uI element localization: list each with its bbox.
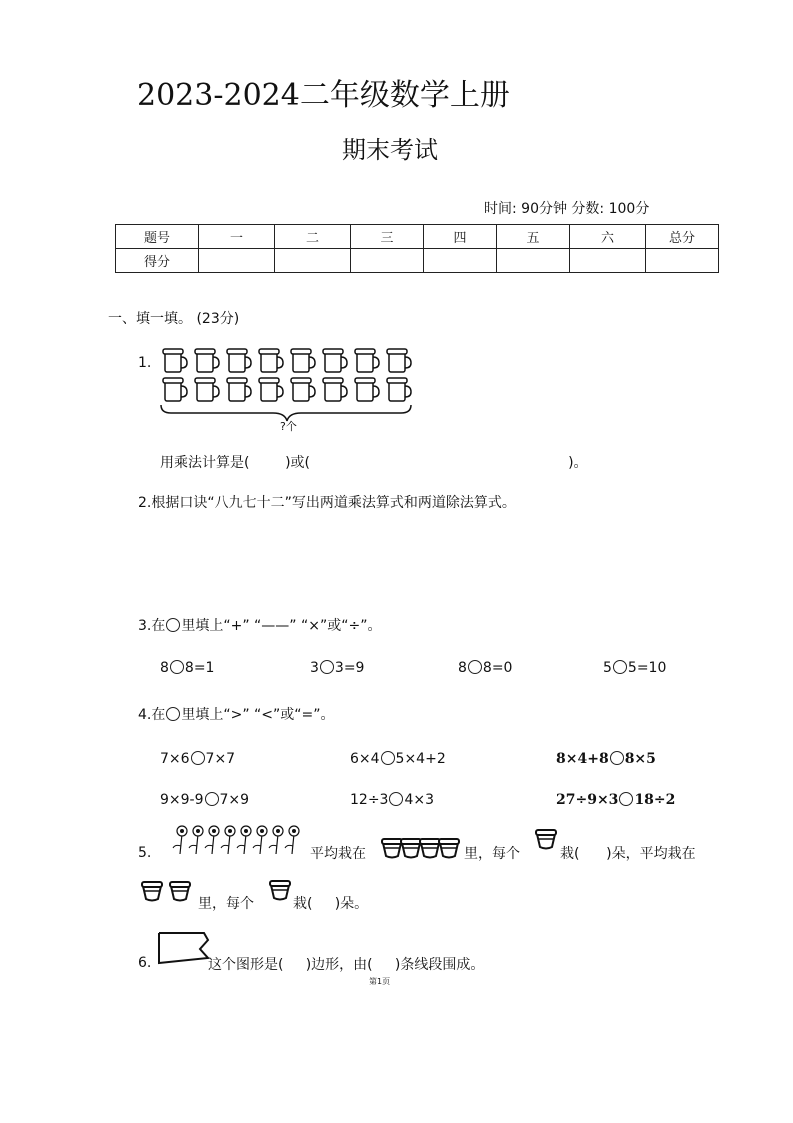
table-cell: 五 [497,225,570,249]
circle-blank[interactable] [205,792,219,806]
question-number: 6. [138,955,152,971]
cup-icon [195,349,219,372]
section-heading: 一、填一填。 (23分) [108,311,240,327]
table-row [116,225,719,249]
pot-icon [382,839,402,858]
pot-icon [439,839,459,858]
circle-blank[interactable] [619,792,633,806]
cup-icon [259,349,283,372]
table-cell: 题号 [116,225,199,249]
table-cell[interactable] [424,249,497,273]
operand: 8 [160,660,169,676]
four-pots-illustration [380,836,460,860]
circle-blank[interactable] [320,660,334,674]
exam-meta: 时间: 90分钟 分数: 100分 [484,201,650,217]
operand: 8=0 [482,660,513,676]
cup-icon [291,349,315,372]
q4-item [556,792,675,808]
pot-icon [401,839,421,858]
operand: 5×4+2 [395,751,446,767]
two-pots-illustration [140,878,196,904]
pot-icon [268,877,292,903]
cup-icon [323,349,347,372]
score-table [115,224,719,273]
pot-icon [170,882,190,901]
pot-icon [534,826,558,852]
cup-icon [163,349,187,372]
cup-icon [163,378,187,401]
q3-item [458,660,512,676]
table-row [116,249,719,273]
flowers-illustration [172,824,307,856]
circle-blank-icon [166,707,180,721]
page-title: 2023-2024二年级数学上册 [137,78,510,113]
operand: 8×5 [624,751,656,767]
flower-icon [173,826,187,854]
operand: 5=10 [627,660,667,676]
q4-item [556,751,656,767]
circle-blank[interactable] [381,751,395,765]
q5-text-5: 栽( )朵。 [293,896,369,912]
q3-text [138,615,381,635]
table-cell[interactable] [497,249,570,273]
operand: 9×9-9 [160,792,204,808]
table-cell[interactable] [275,249,351,273]
flower-icon [237,826,251,854]
circle-blank[interactable] [468,660,482,674]
operand: 7×7 [205,751,236,767]
cup-icon [227,378,251,401]
circle-blank-icon [166,618,180,632]
cup-icon [387,378,411,401]
cup-icon [195,378,219,401]
operand: 4×3 [404,792,434,808]
table-cell: 得分 [116,249,199,273]
cup-icon [355,349,379,372]
q5-text-1: 平均栽在 [310,846,366,862]
q4-prefix: 4.在 [138,707,166,723]
circle-blank[interactable] [613,660,627,674]
operand: 6×4 [350,751,380,767]
circle-blank[interactable] [170,660,184,674]
circle-blank[interactable] [610,751,624,765]
q3-item [310,660,364,676]
operand: 7×9 [219,792,250,808]
question-number: 5. [138,845,152,861]
q4-item [350,751,446,767]
pot-icon [420,839,440,858]
operand: 3=9 [334,660,365,676]
operand: 8=1 [184,660,215,676]
q6-text: 这个图形是( )边形，由( )条线段围成。 [208,957,485,973]
q5-text-3: 栽( )朵，平均栽在 [560,846,696,862]
q2-text: 2.根据口诀“八九七十二”写出两道乘法算式和两道除法算式。 [138,495,516,511]
q5-text-4: 里，每个 [198,896,254,912]
q3-item [160,660,214,676]
q4-suffix: 里填上“>” “<”或“=”。 [181,707,335,723]
operand: 12÷3 [350,792,389,808]
operand: 5 [603,660,612,676]
cup-icon [291,378,315,401]
table-cell[interactable] [570,249,646,273]
table-cell: 六 [570,225,646,249]
cup-icon [355,378,379,401]
flower-icon [189,826,203,854]
table-cell: 三 [351,225,424,249]
operand: 27÷9×3 [556,792,619,808]
q1-text: 用乘法计算是( )或( )。 [160,455,588,471]
table-cell: 四 [424,225,497,249]
cup-icon [323,378,347,401]
cup-icon [227,349,251,372]
question-number: 1. [138,355,152,371]
table-cell[interactable] [199,249,275,273]
q4-text [138,704,335,724]
q3-prefix: 3.在 [138,618,166,634]
flower-icon [269,826,283,854]
flower-icon [253,826,267,854]
brace-label: ?个 [280,420,297,433]
table-cell: 二 [275,225,351,249]
flower-icon [205,826,219,854]
operand: 18÷2 [634,792,676,808]
q5-text-2: 里，每个 [464,846,520,862]
table-cell: 总分 [646,225,719,249]
pot-icon [536,830,556,849]
operand: 8×4+8 [556,751,609,767]
q4-item [350,792,434,808]
q3-suffix: 里填上“+” “——” “×”或“÷”。 [181,618,382,634]
flower-icon [285,826,299,854]
q3-item [603,660,666,676]
circle-blank[interactable] [191,751,205,765]
cup-icon [259,378,283,401]
flower-icon [221,826,235,854]
operand: 8 [458,660,467,676]
q4-item [160,751,235,767]
pot-icon [270,881,290,900]
cup-icon [387,349,411,372]
circle-blank[interactable] [389,792,403,806]
operand: 3 [310,660,319,676]
page-number: 第1页 [369,977,391,986]
q4-item [160,792,249,808]
operand: 7×6 [160,751,190,767]
pentagon-shape-icon [156,930,212,966]
table-cell[interactable] [351,249,424,273]
table-cell: 一 [199,225,275,249]
page-subtitle: 期末考试 [342,136,438,164]
table-cell[interactable] [646,249,719,273]
pot-icon [142,882,162,901]
